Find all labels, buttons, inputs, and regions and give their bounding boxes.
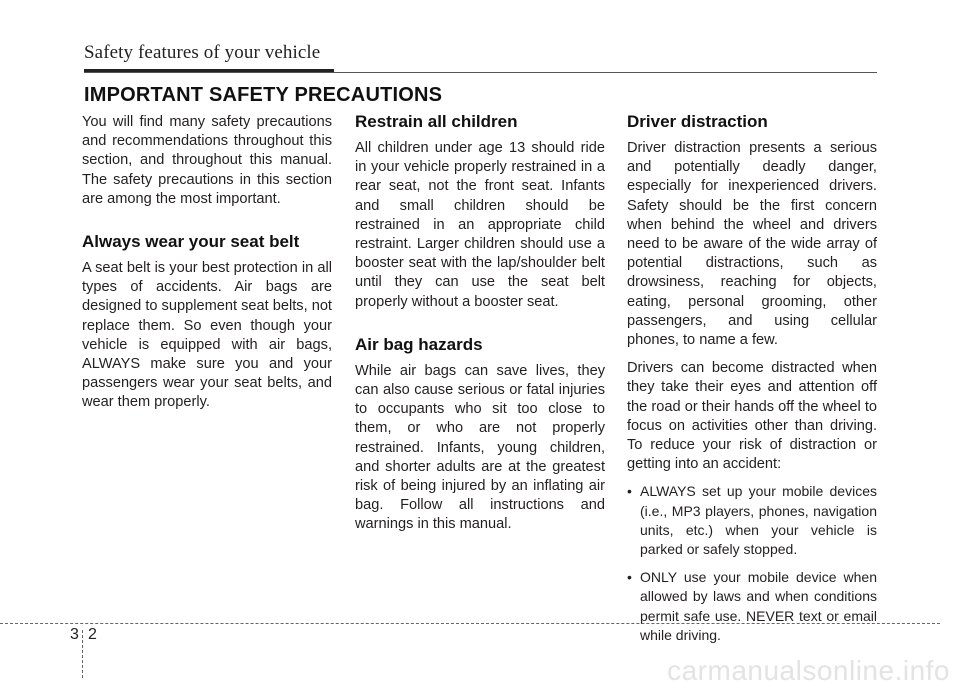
column-3 [627,113,877,645]
footer-dashed-divider [82,630,83,678]
seatbelt-heading: Always wear your seat belt [82,232,300,252]
footer-dashed-rule [0,623,940,624]
bullet-text: ALWAYS set up your mobile devices (i.e., MP3 players, phones, navigation units, etc.) when your vehicle is parked or safely stopped. [640,483,877,558]
header-rule-thin [84,72,877,73]
distraction-bullet-list [627,482,877,645]
page-number: 2 [88,626,97,643]
section-title: IMPORTANT SAFETY PRECAUTIONS [84,84,443,106]
page-header-title: Safety features of your vehicle [84,42,321,63]
section-number: 3 [70,626,79,643]
distraction-paragraph-2: Drivers can become distracted when they take their eyes and attention off the road or their hands off the wheel to focus on activities other than driving. To reduce your risk of distraction or getting into an accident: [627,360,877,473]
distraction-heading: Driver distraction [627,112,768,131]
bullet-item [627,482,877,559]
bullet-item [627,568,877,645]
bullet-icon: • [627,569,632,586]
airbag-heading: Air bag hazards [355,334,483,354]
children-paragraph: All children under age 13 should ride in your vehicle properly restrained in a rear seat, not the front seat. Infants and small children should be restrained in an appropriate child restraint. Larger children should use a booster seat with the lap/shoulder belt until they can use the seat belt properly without a booster seat. [355,140,605,310]
children-heading: Restrain all children [355,112,518,131]
intro-paragraph: You will find many safety precautions and recommendations throughout this section, and throughout this manual. The safety precautions in this section are among the most important. [82,114,332,207]
header-rule [84,69,877,73]
watermark: carmanualsonline.info [667,655,950,686]
bullet-icon: • [627,483,632,500]
distraction-paragraph-1: Driver distraction presents a serious and potentially deadly danger, especially for inexperienced drivers. Safety should be the first concern when behind the wheel and drivers need to be aware of the wide array of potential distractions, such as drowsiness, reaching for objects, eating, personal grooming, other passengers, and using cellular phones, to name a few. [627,140,877,349]
seatbelt-paragraph: A seat belt is your best protection in all types of accidents. Air bags are designed to supplement seat belts, not replace them. So even though your vehicle is equipped with air bags, ALWAYS make sure you and your passengers wear your seat belts, and wear them properly. [82,260,332,411]
column-2 [355,113,605,535]
airbag-paragraph: While air bags can save lives, they can also cause serious or fatal injuries to occupants who sit too close to them, or who are not properly restrained. Infants, young children, and shorter adults are at the greatest risk of being injured by an inflating air bag. Follow all instructions and warnings in this manual. [355,362,605,533]
column-1 [82,113,332,413]
bullet-text: ONLY use your mobile device when allowed by laws and when conditions permit safe use. NEVER text or email while driving. [640,569,877,643]
